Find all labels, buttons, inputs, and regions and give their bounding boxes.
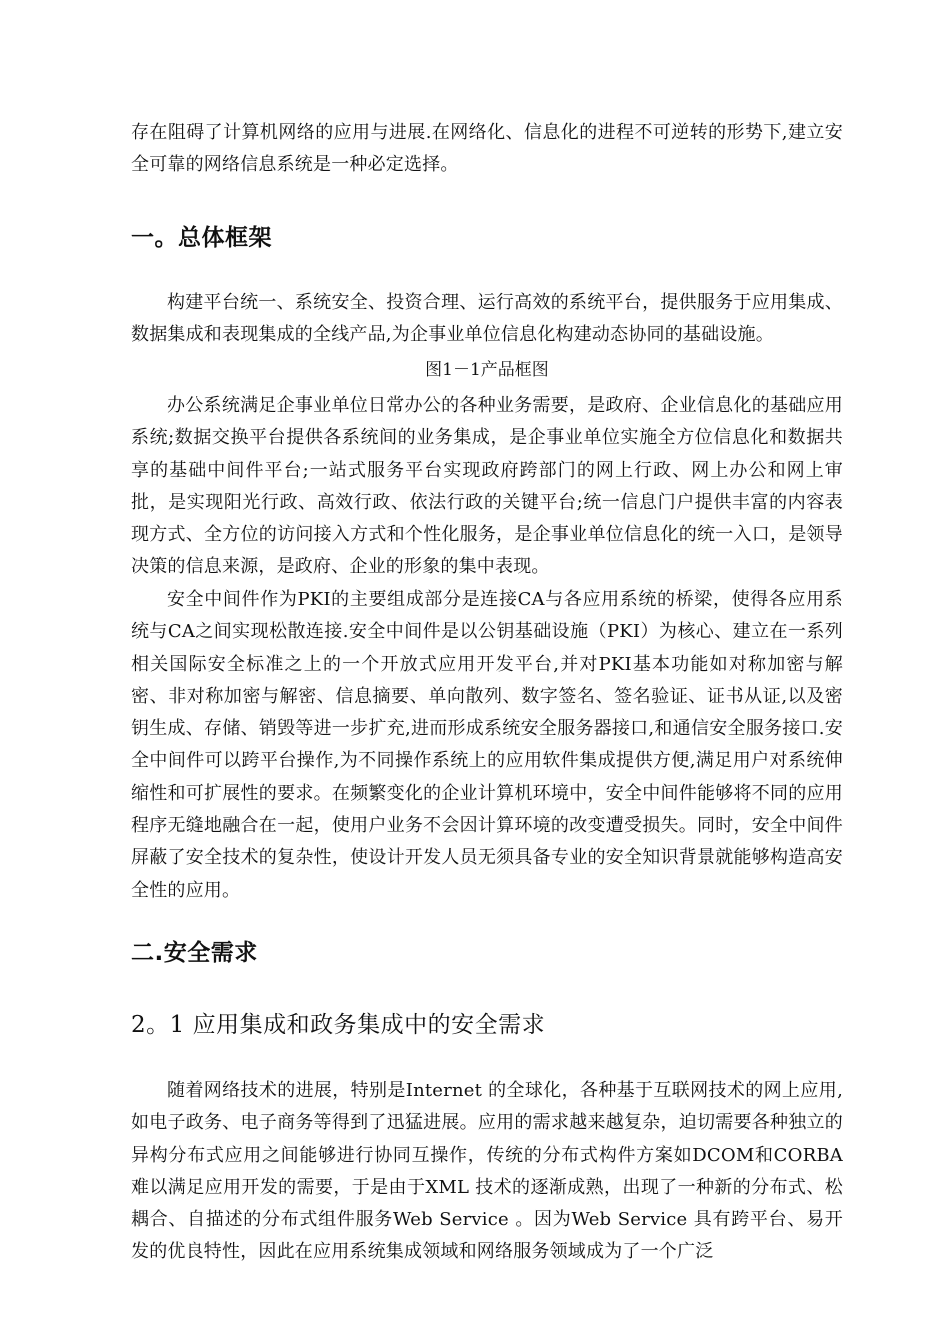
intro-paragraph: 存在阻碍了计算机网络的应用与进展.在网络化、信息化的进程不可逆转的形势下,建立安全可靠的网络信息系统是一种必定选择。 (131, 122, 843, 176)
section-1-paragraph-1: 构建平台统一、系统安全、投资合理、运行高效的系统平台，提供服务于应用集成、数据集成和表现集成的全线产品,为企事业单位信息化构建动态协同的基础设施。 (131, 292, 843, 346)
figure-caption: 图1－1产品框图 (425, 360, 549, 380)
section-1-paragraph-3: 安全中间件作为PKI的主要组成部分是连接CA与各应用系统的桥梁，使得各应用系统与CA之间实现松散连接.安全中间件是以公钥基础设施（PKI）为核心、建立在一系列相关国际安全标准之上的一个开放式应用开发平台,并对PKI基本功能如对称加密与解密、非对称加密与解密、信息摘要、单向散列、数字签名、签名验证、证书从证,以及密钥生成、存储、销毁等进一步扩充,进而形成系统安全服务器接口,和通信安全服务接口.安全中间件可以跨平台操作,为不同操作系统上的应用软件集成提供方便,满足用户对系统伸缩性和可扩展性的要求。在频繁变化的企业计算机环境中，安全中间件能够将不同的应用程序无缝地融合在一起，使用户业务不会因计算环境的改变遭受损失。同时，安全中间件屏蔽了安全技术的复杂性，使设计开发人员无须具备专业的安全知识背景就能够构造高安全性的应用。 (131, 589, 843, 901)
subsection-2-1-heading: 2。1 应用集成和政务集成中的安全需求 (131, 1012, 546, 1038)
section-2-heading: 二.安全需求 (131, 940, 258, 966)
subsection-2-1-paragraph-1: 随着网络技术的进展，特别是Internet 的全球化，各种基于互联网技术的网上应用,如电子政务、电子商务等得到了迅猛进展。应用的需求越来越复杂，迫切需要各种独立的异构分布式应用之间能够进行协同互操作，传统的分布式构件方案如DCOM和CORBA 难以满足应用开发的需要，于是由于XML 技术的逐渐成熟，出现了一种新的分布式、松耦合、自描述的分布式组件服务Web Service 。因为Web Service 具有跨平台、易开发的优良特性，因此在应用系统集成领域和网络服务领域成为了一个广泛 (131, 1080, 843, 1263)
section-1-paragraph-2: 办公系统满足企事业单位日常办公的各种业务需要，是政府、企业信息化的基础应用系统;数据交换平台提供各系统间的业务集成，是企事业单位实施全方位信息化和数据共享的基础中间件平台;一站式服务平台实现政府跨部门的网上行政、网上办公和网上审批，是实现阳光行政、高效行政、依法行政的关键平台;统一信息门户提供丰富的内容表现方式、全方位的访问接入方式和个性化服务，是企事业单位信息化的统一入口，是领导决策的信息来源，是政府、企业的形象的集中表现。 (131, 395, 843, 578)
section-1-heading: 一。总体框架 (131, 225, 272, 251)
